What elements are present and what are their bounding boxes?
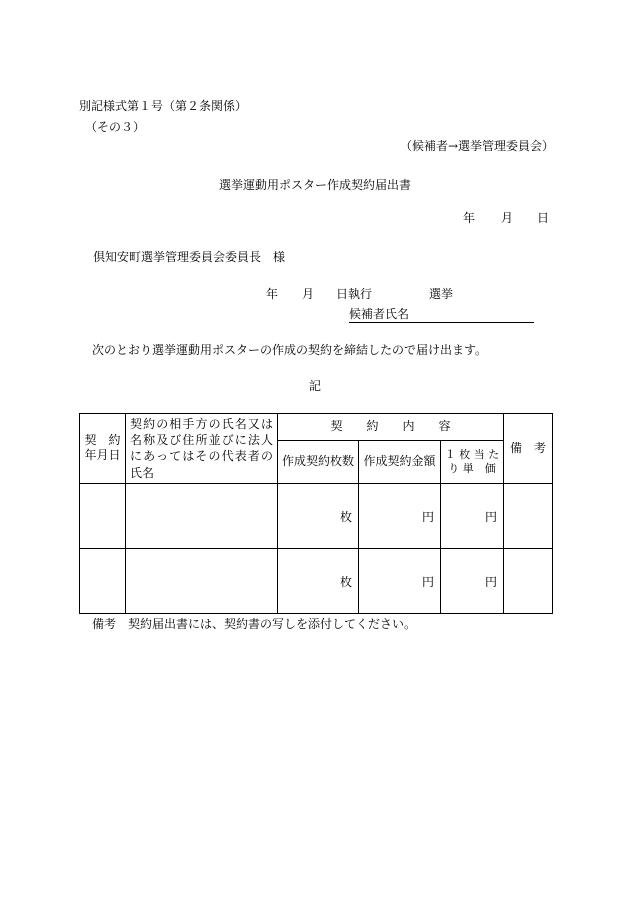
cell-poster-count[interactable]: 枚	[278, 483, 359, 548]
header-unit-price-line1: １ 枚 当 た	[444, 447, 500, 461]
form-number-label: 別記様式第１号（第２条関係）	[79, 99, 248, 113]
submission-route: （候補者→選挙管理委員会）	[400, 139, 555, 153]
header-contract-details: 契 約 内 容	[278, 414, 504, 441]
candidate-name-field	[349, 307, 534, 323]
date-day-label: 日	[537, 211, 550, 225]
cell-counterparty[interactable]	[126, 548, 278, 613]
contract-table	[79, 413, 553, 614]
cell-unit-price[interactable]: 円	[441, 483, 504, 548]
header-poster-count: 作成契約枚数	[278, 440, 359, 483]
cell-contract-date[interactable]	[80, 483, 126, 548]
body-statement: 次のとおり選挙運動用ポスターの作成の契約を締結したので届け出ます。	[92, 343, 488, 357]
cell-poster-count[interactable]: 枚	[278, 548, 359, 613]
header-contract-date	[80, 414, 126, 484]
table-row	[80, 548, 553, 613]
document-title: 選挙運動用ポスター作成契約届出書	[218, 178, 411, 192]
header-unit-price	[441, 440, 504, 483]
cell-unit-price[interactable]: 円	[441, 548, 504, 613]
header-contract-date-line2: 年月日	[84, 448, 121, 463]
election-day-label: 日執行	[336, 287, 373, 301]
cell-contract-amount[interactable]: 円	[359, 548, 441, 613]
cell-contract-date[interactable]	[80, 548, 126, 613]
cell-notes[interactable]	[504, 548, 553, 613]
election-label: 選挙	[429, 287, 454, 301]
candidate-name-label: 候補者氏名	[349, 307, 410, 321]
header-contract-date-line1: 契 約	[84, 432, 121, 447]
cell-contract-amount[interactable]: 円	[359, 483, 441, 548]
header-counterparty: 契約の相手方の氏名又は名称及び住所並びに法人にあってはその代表者の氏名	[126, 414, 278, 484]
table-row	[80, 483, 553, 548]
header-notes: 備 考	[504, 414, 553, 484]
election-month-label: 月	[302, 287, 315, 301]
date-year-label: 年	[463, 211, 476, 225]
header-unit-price-line2: り 単 価	[448, 461, 496, 475]
election-year-label: 年	[266, 287, 279, 301]
addressee: 倶知安町選挙管理委員会委員長 様	[93, 250, 286, 264]
cell-notes[interactable]	[504, 483, 553, 548]
cell-counterparty[interactable]	[126, 483, 278, 548]
ki-heading: 記	[308, 379, 321, 393]
remarks-note: 備考 契約届出書には、契約書の写しを添付してください。	[92, 617, 417, 631]
header-contract-amount: 作成契約金額	[359, 440, 441, 483]
form-sub-label: （その３）	[85, 120, 146, 134]
date-month-label: 月	[501, 211, 514, 225]
